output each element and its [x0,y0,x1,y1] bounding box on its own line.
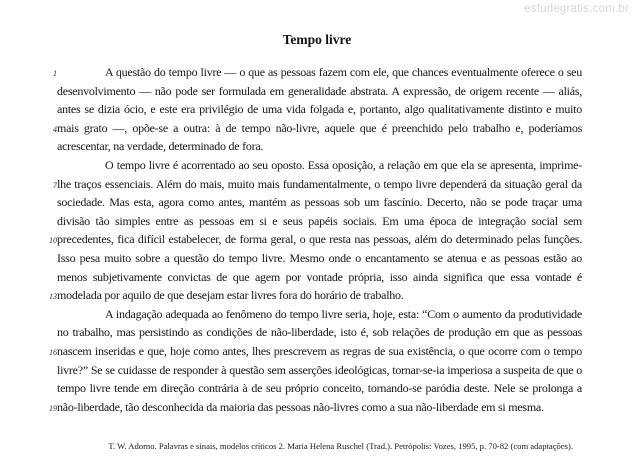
line-number: 4 [53,124,57,134]
citation: T. W. Adorno. Palavras e sinais, modelos críticos 2. Maria Helena Ruschel (Trad.). Petrópolis: Vozes, 1995, p. 70-82 (com adaptações). [108,441,573,451]
body-paragraph: A questão do tempo livre — o que as pessoas fazem com ele, que chances eventualmente oferece o seu desenvolvimento — não pode ser formulada em generalidade abstrata. A expressão, de origem recente — aliás, antes se dizia ócio, e este era privilégio de uma vida folgada e, portanto, algo qualitativamente distinto e muito mais grato —, opõe-se a outra: à de tempo não-livre, aquele que é preenchido pelo trabalho e, poderíamos acrescentar, na verdade, determinado de fora. [57,65,582,154]
body-text [57,63,582,416]
watermark-text: estudegratis.com.br [524,3,629,15]
line-number: 19 [49,403,57,413]
line-number: 13 [49,292,57,302]
page-title: Tempo livre [282,32,352,47]
body-paragraph: A indagação adequada ao fenômeno do tempo livre seria, hoje, esta: “Com o aumento da produtividade no trabalho, mas persistindo as condições de não-liberdade, isto é, sob relações de produção em que as pessoas nascem inseridas e que, hoje como antes, lhes prescrevem as regras de sua existência, o que ocorre com o tempo livre?” Se se cuidasse de responder à questão sem asserções ideológicas, tornar-se-ia imperiosa a suspeita de que o tempo livre tende em direção contrária à de seu próprio conceito, tornando-se paródia deste. Nele se prolonga a não-liberdade, tão desconhecida da maioria das pessoas não-livres como a sua não-liberdade em si mesma. [57,306,582,414]
body-paragraph: O tempo livre é acorrentado ao seu oposto. Essa oposição, a relação em que ela se apresenta, imprime-lhe traços essenciais. Além do mais, muito mais fundamentalmente, o tempo livre dependerá da situação geral da sociedade. Mas esta, agora como antes, mantém as pessoas sob um fascínio. Decerto, não se pode traçar uma divisão tão simples entre as pessoas em si e seus papéis sociais. Em uma época de integração social sem precedentes, fica difícil estabelecer, de forma geral, o que resta nas pessoas, além do determinado pelas funções. Isso pesa muito sobre a questão do tempo livre. Mesmo onde o encantamento se atenua e as pessoas estão ao menos subjetivamente convictas de que agem por vontade própria, isso ainda significa que essa vontade é modelada por aquilo de que desejam estar livres fora do horário de trabalho. [57,157,582,303]
line-number: 1 [53,69,57,78]
line-number: 7 [53,180,57,190]
line-number: 10 [49,236,57,246]
line-number: 16 [49,348,57,357]
